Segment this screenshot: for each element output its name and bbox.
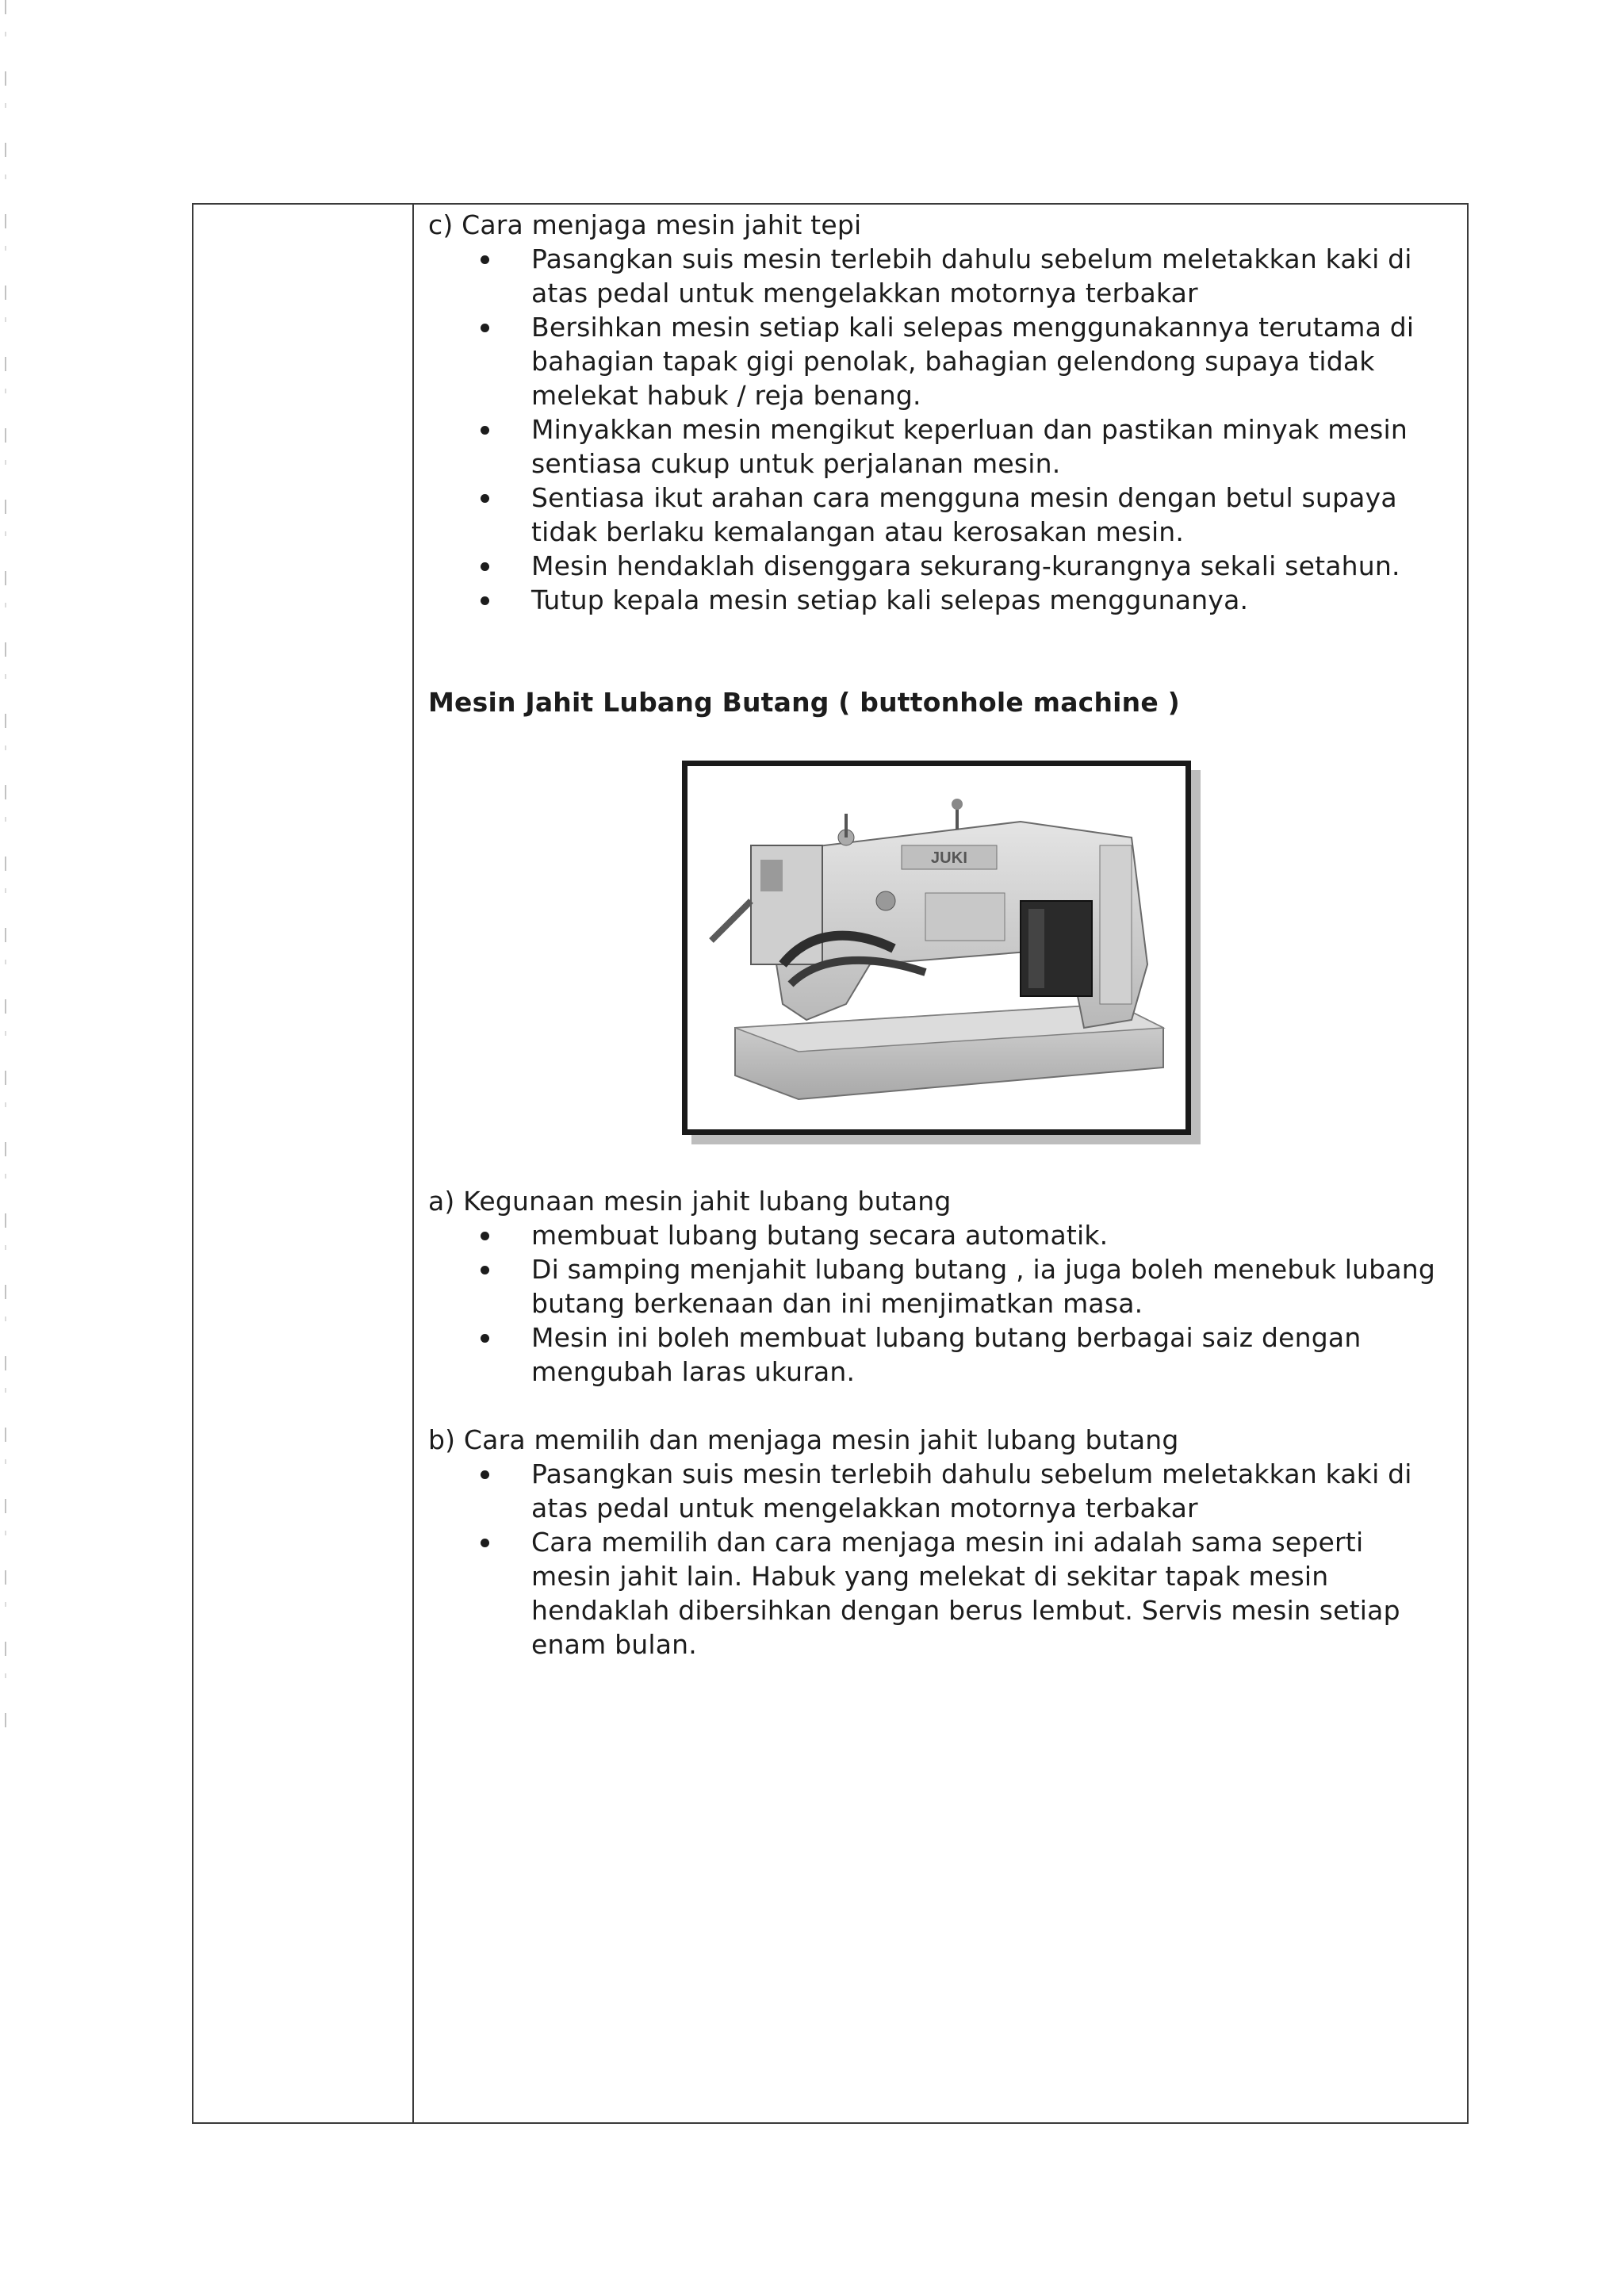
machine-title: Mesin Jahit Lubang Butang ( buttonhole machine ) xyxy=(428,687,1180,718)
bullet-item: Mesin ini boleh membuat lubang butang berbagai saiz dengan mengubah laras ukuran. xyxy=(531,1320,1451,1389)
bullet-item: Pasangkan suis mesin terlebih dahulu sebelum meletakkan kaki di atas pedal untuk mengelakkan motornya terbakar xyxy=(531,1457,1451,1525)
bullet-item: Sentiasa ikut arahan cara mengguna mesin dengan betul supaya tidak berlaku kemalangan atau kerosakan mesin. xyxy=(531,481,1451,549)
table-column-divider xyxy=(412,203,414,2124)
bullet-item: Bersihkan mesin setiap kali selepas menggunakannya terutama di bahagian tapak gigi penolak, bahagian gelendong supaya tidak melekat habuk / reja benang. xyxy=(531,310,1451,412)
section-c-heading: c) Cara menjaga mesin jahit tepi xyxy=(428,209,862,240)
bullet-item: Minyakkan mesin mengikut keperluan dan pastikan minyak mesin sentiasa cukup untuk perjalanan mesin. xyxy=(531,412,1451,481)
bullet-item: Pasangkan suis mesin terlebih dahulu sebelum meletakkan kaki di atas pedal untuk mengelakkan motornya terbakar xyxy=(531,242,1451,310)
bullet-item: Mesin hendaklah disenggara sekurang-kurangnya sekali setahun. xyxy=(531,549,1451,583)
buttonhole-machine-photo xyxy=(682,761,1191,1135)
section-b xyxy=(428,1423,1451,1662)
scan-edge-artifact xyxy=(5,0,6,1745)
section-a-heading: a) Kegunaan mesin jahit lubang butang xyxy=(428,1186,952,1217)
section-c xyxy=(428,208,1451,617)
bullet-item: membuat lubang butang secara automatik. xyxy=(531,1218,1451,1252)
section-c-bullet-list xyxy=(428,242,1451,617)
section-a xyxy=(428,1184,1451,1389)
bullet-item: Tutup kepala mesin setiap kali selepas menggunanya. xyxy=(531,583,1451,617)
buttonhole-machine-illustration xyxy=(688,766,1185,1129)
section-b-bullet-list xyxy=(428,1457,1451,1662)
bullet-item: Cara memilih dan cara menjaga mesin ini adalah sama seperti mesin jahit lain. Habuk yang melekat di sekitar tapak mesin hendaklah dibersihkan dengan berus lembut. Servis mesin setiap enam bulan. xyxy=(531,1525,1451,1662)
section-a-bullet-list xyxy=(428,1218,1451,1389)
bullet-item: Di samping menjahit lubang butang , ia juga boleh menebuk lubang butang berkenaan dan ini menjimatkan masa. xyxy=(531,1252,1451,1320)
photo-brand-label: JUKI xyxy=(930,849,968,867)
table-content-cell xyxy=(428,208,1451,1662)
section-b-heading: b) Cara memilih dan menjaga mesin jahit lubang butang xyxy=(428,1424,1179,1455)
